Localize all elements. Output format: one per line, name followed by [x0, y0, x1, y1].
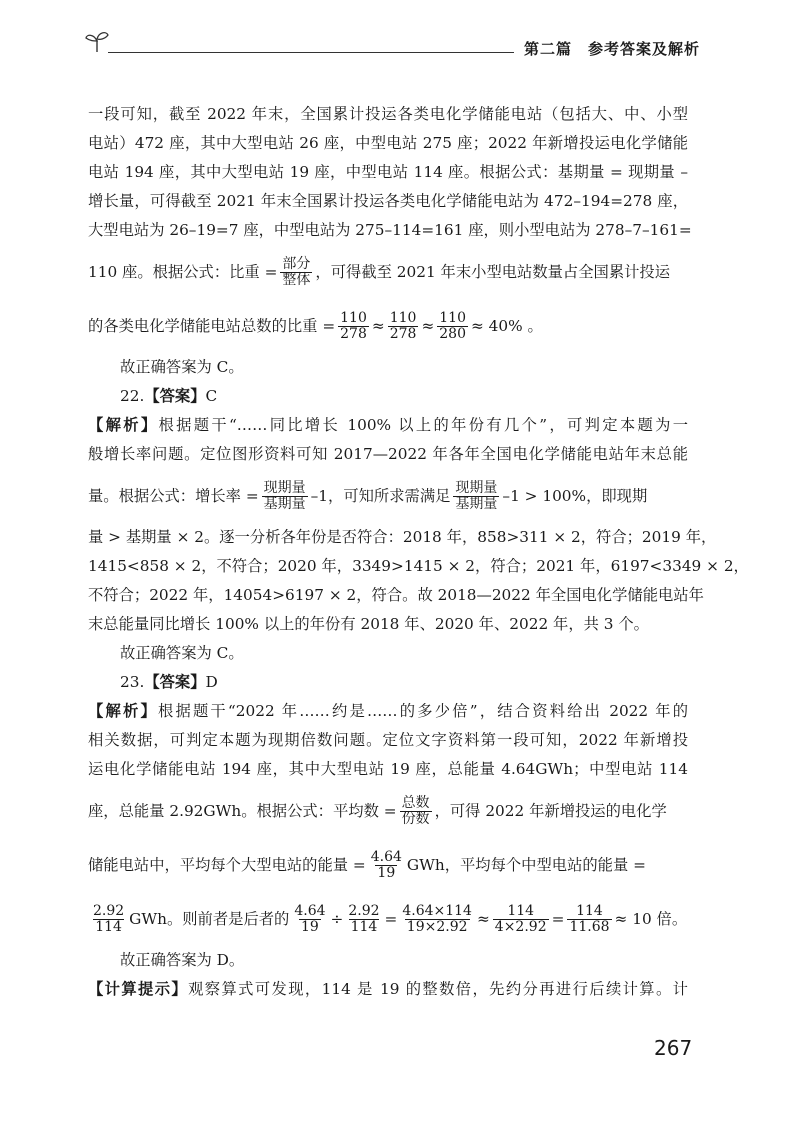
text-segment: ≈ 10 倍。	[614, 909, 688, 928]
text-segment: 110 座。根据公式：比重 =	[88, 262, 278, 281]
text-segment: 的各类电化学储能电站总数的比重 =	[88, 316, 336, 335]
fraction	[493, 904, 549, 934]
fraction	[292, 904, 327, 934]
text-line: 运电化学储能电站 194 座，其中大型电站 19 座，总能量 4.64GWh；中型电站 114	[88, 760, 688, 778]
fraction-numerator: 4.64	[370, 848, 402, 865]
fraction-denominator: 278	[389, 325, 417, 342]
formula-line	[88, 838, 688, 892]
fraction-denominator: 19	[301, 918, 319, 935]
text-segment: ，可得 2022 年新增投运的电化学	[434, 801, 667, 820]
page-number: 267	[654, 1036, 693, 1060]
text-line: 电站）472 座，其中大型电站 26 座，中型电站 275 座；2022 年新增投运电化学储能	[88, 134, 688, 152]
calculation-tip-tag: 【计算提示】	[88, 980, 189, 998]
text-segment: 座，总能量 2.92GWh。根据公式：平均数 =	[88, 801, 397, 820]
text-line: 末总能量同比增长 100% 以上的年份有 2018 年、2020 年、2022 年，共 3 个。	[88, 615, 649, 633]
answer-heading-23	[88, 668, 688, 697]
fraction-numerator: 部分	[282, 255, 311, 272]
fraction	[338, 311, 369, 341]
math-symbol: =	[384, 909, 398, 928]
text-segment: 观察算式可发现，114 是 19 的整数倍，先约分再进行后续计算。计	[188, 980, 688, 998]
text-line	[88, 697, 688, 726]
fraction-denominator: 19	[377, 864, 396, 881]
fraction-denominator: 11.68	[569, 918, 610, 935]
analysis-tag: 【解析】	[88, 702, 158, 720]
text-segment: –1 > 100%，即现期	[502, 486, 648, 505]
text-segment: 储能电站中，平均每个大型电站的能量 =	[88, 855, 366, 874]
fraction-numerator: 4.64×114	[402, 902, 472, 919]
text-line	[88, 411, 688, 440]
text-line: 不符合；2022 年，14054>6197 × 2，符合。故 2018—2022 年全国电化学储能电站年	[88, 586, 704, 604]
text-segment: –1，可知所求需满足	[310, 486, 451, 505]
text-segment: ≈ 40% 。	[471, 316, 543, 335]
fraction-numerator: 4.64	[294, 902, 326, 919]
fraction	[388, 311, 419, 341]
fraction-proportion	[280, 257, 312, 287]
section-title: 第二篇 参考答案及解析	[524, 40, 701, 58]
fraction-numerator: 2.92	[348, 902, 380, 919]
math-symbol: ÷	[330, 909, 344, 928]
answer-conclusion: 故正确答案为 C。	[120, 358, 244, 376]
question-number: 23.	[120, 673, 145, 691]
formula-line	[88, 245, 688, 299]
fraction	[346, 904, 381, 934]
text-line	[88, 975, 688, 1004]
fraction-numerator: 110	[439, 309, 466, 326]
text-segment: ，可得截至 2021 年末小型电站数量占全国累计投运	[315, 262, 671, 281]
fraction-denominator: 114	[95, 918, 122, 935]
answer-conclusion: 故正确答案为 C。	[120, 644, 244, 662]
fraction-numerator: 114	[507, 902, 535, 919]
fraction-denominator: 4×2.92	[494, 918, 547, 935]
question-number: 22.	[120, 387, 145, 405]
text-line: 量 > 基期量 × 2。逐一分析各年份是否符合：2018 年，858>311 × 2，符合；2019 年，	[88, 528, 717, 546]
fraction	[91, 904, 126, 934]
fraction-growth-rate	[262, 481, 308, 511]
fraction-denominator: 基期量	[263, 495, 306, 512]
fraction-denominator: 整体	[282, 271, 311, 288]
text-segment: GWh，平均每个中型电站的能量 =	[406, 855, 646, 874]
fraction-numerator: 114	[576, 902, 603, 919]
text-segment: 根据题干“2022 年……约是……的多少倍”，结合资料给出 2022 年的	[157, 702, 688, 720]
answer-tag: 【答案】	[144, 673, 206, 691]
answer-tag: 【答案】	[144, 387, 206, 405]
text-segment: 根据题干“……同比增长 100% 以上的年份有几个”，可判定本题为一	[158, 416, 688, 434]
math-symbol: ≈	[421, 316, 435, 335]
text-line: 1415<858 × 2，不符合；2020 年，3349>1415 × 2，符合；2021 年，6197<3349 × 2，	[88, 557, 749, 575]
text-line: 相关数据，可判定本题为现期倍数问题。定位文字资料第一段可知，2022 年新增投	[88, 731, 688, 749]
formula-line	[88, 892, 688, 946]
answer-choice: D	[205, 673, 218, 691]
fraction-numerator: 2.92	[93, 902, 125, 919]
fraction	[369, 850, 404, 880]
fraction	[400, 904, 474, 934]
math-symbol: =	[551, 909, 565, 928]
fraction-denominator: 19×2.92	[406, 918, 468, 935]
fraction-numerator: 总数	[401, 794, 430, 811]
text-line: 般增长率问题。定位图形资料可知 2017—2022 年各年全国电化学储能电站年末总能	[88, 445, 688, 463]
fraction-numerator: 110	[340, 309, 367, 326]
math-symbol: ≈	[371, 316, 385, 335]
fraction-numerator: 现期量	[455, 479, 498, 496]
text-line: 电站 194 座，其中大型电站 19 座，中型电站 114 座。根据公式：基期量 = 现期量 –	[88, 163, 688, 181]
fraction-denominator: 280	[439, 325, 466, 342]
text-segment: GWh。则前者是后者的	[129, 909, 290, 928]
answer-text-body	[88, 100, 749, 1004]
text-segment: 量。根据公式：增长率 =	[88, 486, 259, 505]
sprout-icon	[84, 28, 110, 54]
fraction	[437, 311, 468, 341]
text-line: 增长量，可得截至 2021 年末全国累计投运各类电化学储能电站为 472–194=278 座，	[88, 192, 688, 210]
answer-heading-22	[88, 382, 688, 411]
fraction-denominator: 278	[340, 325, 367, 342]
analysis-tag: 【解析】	[88, 416, 159, 434]
fraction-denominator: 114	[350, 918, 378, 935]
fraction	[567, 904, 611, 934]
math-symbol: ≈	[476, 909, 490, 928]
formula-line	[88, 469, 688, 523]
formula-line	[88, 299, 688, 353]
fraction-denominator: 份数	[401, 810, 430, 827]
header-rule	[108, 52, 514, 53]
running-header	[0, 0, 800, 70]
answer-choice: C	[205, 387, 218, 405]
fraction-numerator: 现期量	[263, 479, 306, 496]
answer-conclusion: 故正确答案为 D。	[120, 951, 245, 969]
fraction-average	[400, 796, 432, 826]
fraction-denominator: 基期量	[455, 495, 498, 512]
fraction	[453, 481, 499, 511]
text-line: 一段可知，截至 2022 年末，全国累计投运各类电化学储能电站（包括大、中、小型	[88, 105, 688, 123]
fraction-numerator: 110	[389, 309, 417, 326]
text-line: 大型电站为 26–19=7 座，中型电站为 275–114=161 座，则小型电站为 278–7–161=	[88, 221, 692, 239]
formula-line	[88, 784, 688, 838]
